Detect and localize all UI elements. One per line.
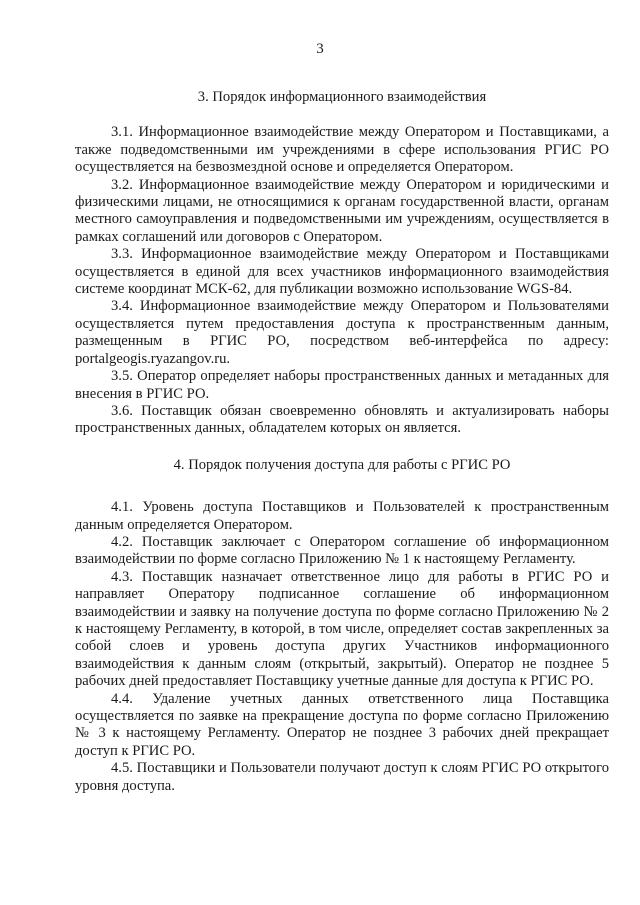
paragraph-3-3: 3.3. Информационное взаимодействие между Оператором и Поставщиками осуществляется в единой для всех участников информационного взаимодействия системе координат МСК-62, для публикации возможно использование WGS-84. [75,246,609,298]
paragraph-3-6: 3.6. Поставщик обязан своевременно обновлять и актуализировать наборы пространственных данных, обладателем которых он является. [75,402,609,437]
paragraph-3-5: 3.5. Оператор определяет наборы пространственных данных и метаданных для внесения в РГИС РО. [75,368,609,402]
paragraph-3-2: 3.2. Информационное взаимодействие между Оператором и юридическими и физическими лицами, не относящимися к органам государственной власти, органам местного самоуправления и подведомственными им учреждениям, осуществляется в рамках соглашений или договоров с Оператором. [75,176,609,245]
paragraph-4-5: 4.5. Поставщики и Пользователи получают доступ к слоям РГИС РО открытого уровня доступа. [75,760,609,794]
paragraph-4-4: 4.4. Удаление учетных данных ответственного лица Поставщика осуществляется по заявке на прекращение доступа по форме согласно Приложению № 3 к настоящему Регламенту. Оператор не позднее 3 рабочих дней прекращает доступ к РГИС РО. [75,690,609,759]
paragraph-4-1: 4.1. Уровень доступа Поставщиков и Пользователей к пространственным данным определяется Оператором. [75,499,609,533]
section-heading-3: 3. Порядок информационного взаимодействия [197,89,487,105]
section-heading-4: 4. Порядок получения доступа для работы с РГИС РО [173,456,511,473]
page-number: 3 [316,41,324,57]
paragraph-3-4: 3.4. Информационное взаимодействие между Оператором и Пользователями осуществляется путем предоставления доступа к пространственным данным, размещенным в РГИС РО, посредством веб-интерфейса по адресу: portalgeogis.ryazangov.ru. [75,298,609,367]
document-body [75,89,609,795]
paragraph-4-3: 4.3. Поставщик назначает ответственное лицо для работы в РГИС РО и направляет Оператору подписанное соглашение об информационном взаимодействии и заявку на получение доступа по форме согласно Приложению № 2 к настоящему Регламенту, в которой, в том числе, определяет состав закрепленных за собой слоев и уровень доступа других Участников информационного взаимодействия к данным слоям (открытый, закрытый). Оператор не позднее 5 рабочих дней предоставляет Поставщику учетные данные для доступа к РГИС РО. [75,568,609,690]
paragraph-4-2: 4.2. Поставщик заключает с Оператором соглашение об информационном взаимодействии по форме согласно Приложению № 1 к настоящему Регламенту. [75,533,609,568]
paragraph-3-1: 3.1. Информационное взаимодействие между Оператором и Поставщиками, а также подведомственными им учреждениями в сфере использования РГИС РО осуществляется на безвозмездной основе и определяется Оператором. [75,124,609,176]
